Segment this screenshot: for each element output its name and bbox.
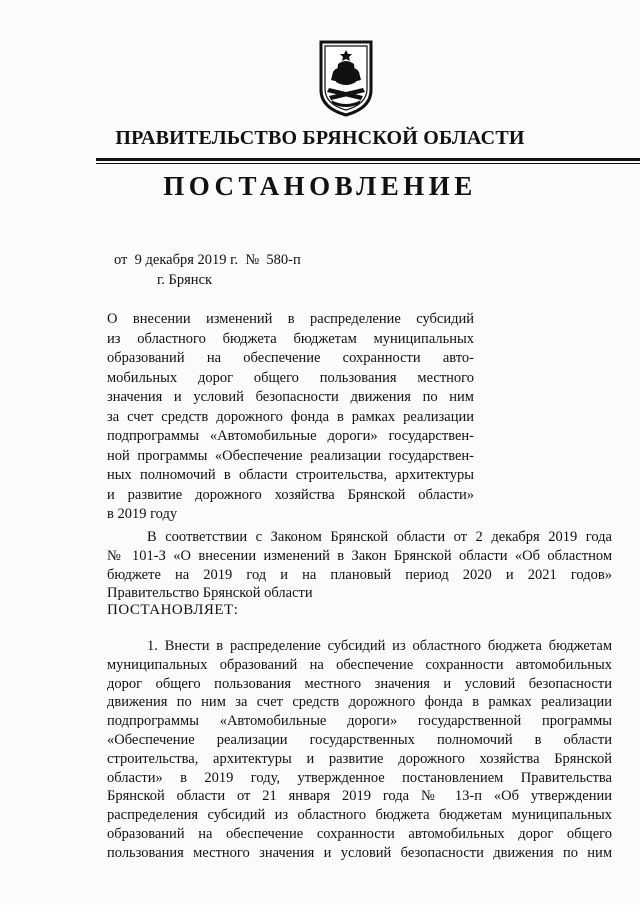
organization-title: ПРАВИТЕЛЬСТВО БРЯНСКОЙ ОБЛАСТИ — [115, 127, 525, 149]
item-1-line: области» в 2019 году, утвержденное постановлением Правительства — [107, 769, 612, 786]
item-1-line: пользования местного значения и условий безопасности движения по ним — [107, 844, 612, 861]
preamble-line: бюджете на 2019 год и на плановый период 2020 и 2021 годов» — [107, 566, 612, 583]
subject-line: в 2019 году — [107, 506, 178, 522]
subject-line: ных полномочий в области строительства, архитектуры — [107, 467, 474, 483]
coat-of-arms-icon — [317, 38, 375, 118]
subject-line: образований на обеспечение сохранности авто- — [107, 350, 474, 366]
item-1-paragraph — [107, 637, 612, 863]
item-1-line: Брянской области от 21 января 2019 года № 13-п «Об утверждении — [107, 788, 612, 805]
subject-line: ной программы «Обеспечение реализации государствен- — [107, 447, 474, 464]
preamble-line: № 101-З «О внесении изменений в Закон Брянской области «Об областном — [107, 547, 612, 564]
item-1-line: распределения субсидий из областного бюджета бюджетам муниципальных — [107, 807, 612, 824]
document-date-number: от 9 декабря 2019 г. № 580-п — [114, 252, 301, 268]
subject-line: мобильных дорог общего пользования местного — [107, 369, 474, 386]
item-1-line: строительства, архитектуры и развитие дорожного хозяйства Брянской — [107, 750, 612, 767]
document-subject — [107, 310, 474, 525]
header-rule-thin — [96, 163, 640, 164]
item-1-line: «Обеспечение реализации государственных полномочий в области — [107, 731, 612, 748]
header-rule-thick — [96, 158, 640, 161]
item-1-line: муниципальных образований на обеспечение сохранности автомобильных — [107, 656, 612, 673]
item-1-line: 1. Внести в распределение субсидий из областного бюджета бюджетам — [147, 638, 612, 654]
item-1-line: движения по ним за счет средств дорожного фонда в рамках реализации — [107, 694, 612, 711]
item-1-line: подпрограммы «Автомобильные дороги» государственной программы — [107, 713, 612, 730]
document-city: г. Брянск — [157, 272, 213, 288]
document-type-title: ПОСТАНОВЛЕНИЕ — [163, 171, 477, 201]
item-1-line: дорог общего пользования местного значения и условий безопасности — [107, 675, 612, 692]
subject-line: за счет средств дорожного фонда в рамках реализации — [107, 408, 474, 425]
preamble-paragraph — [107, 528, 612, 603]
subject-line: из областного бюджета бюджетам муниципальных — [107, 330, 474, 347]
preamble-line: Правительство Брянской области — [107, 585, 313, 602]
resolves-heading: ПОСТАНОВЛЯЕТ: — [107, 602, 239, 618]
subject-line: О внесении изменений в распределение субсидий — [107, 311, 474, 327]
preamble-line: В соответствии с Законом Брянской области от 2 декабря 2019 года — [147, 529, 612, 545]
subject-line: и развитие дорожного хозяйства Брянской области» — [107, 486, 474, 503]
subject-line: подпрограммы «Автомобильные дороги» государствен- — [107, 428, 474, 444]
item-1-line: образований на обеспечение сохранности автомобильных дорог общего — [107, 825, 612, 842]
subject-line: значения и условий безопасности движения по ним — [107, 389, 474, 405]
